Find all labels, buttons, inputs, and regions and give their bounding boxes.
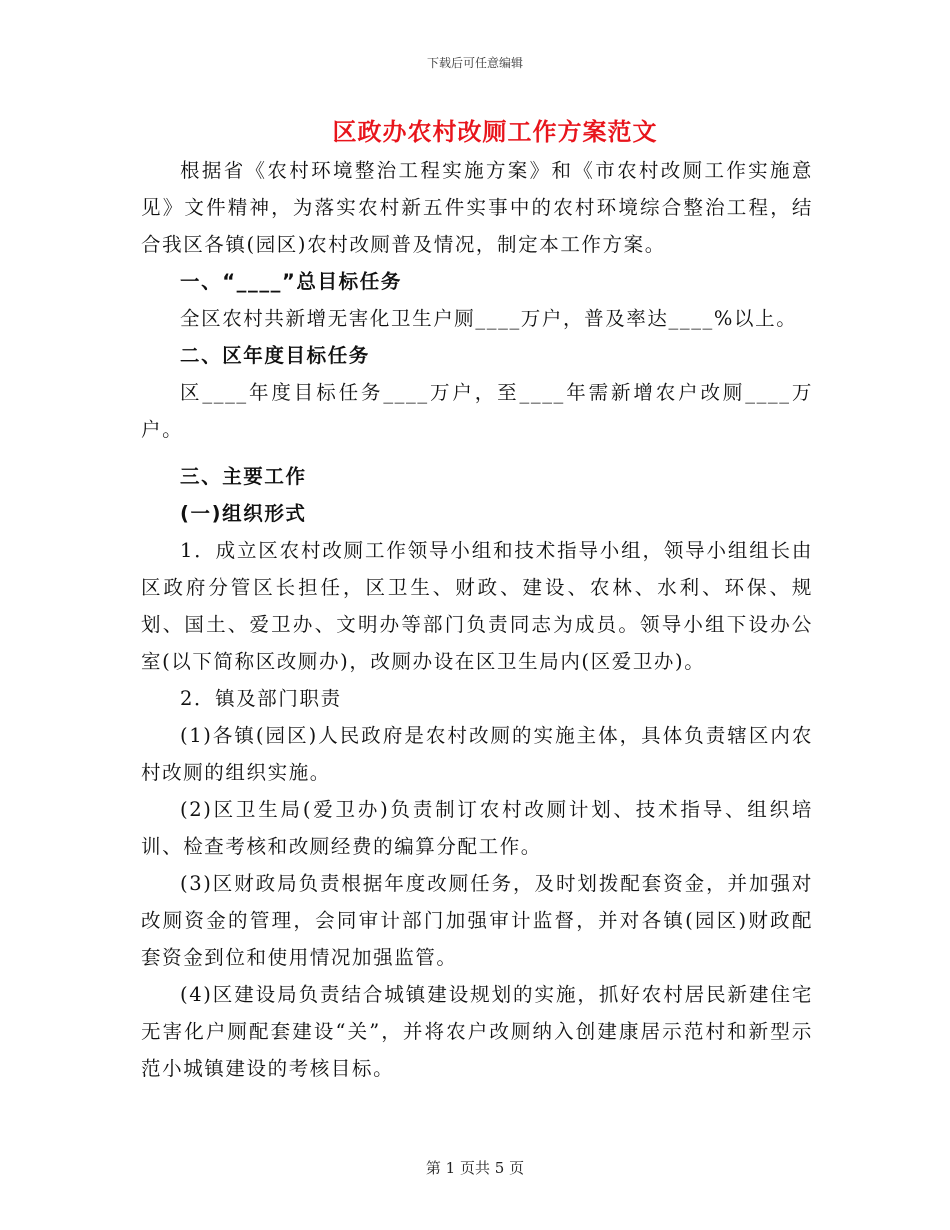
spacer (141, 448, 813, 458)
item-2-paragraph: 2．镇及部门职责 (180, 687, 342, 710)
page-header-note: 下载后可任意编辑 (426, 56, 523, 70)
page-footer-number: 第 1 页共 5 页 (425, 1159, 525, 1177)
document-body (141, 152, 813, 1087)
item-1-paragraph: 1．成立区农村改厕工作领导小组和技术指导小组，领导小组组长由区政府分管区长担任，区卫生、财政、建设、农林、水利、环保、规划、国土、爱卫办、文明办等部门负责同志为成员。领导小组下设办公室(以下简称区改厕办)，改厕办设在区卫生局内(区爱卫办)。 (141, 539, 813, 673)
duty-1-paragraph: (1)各镇(园区)人民政府是农村改厕的实施主体，具体负责辖区内农村改厕的组织实施。 (141, 724, 813, 784)
section-2-text: 区____年度目标任务____万户，至____年需新增农户改厕____万户。 (141, 381, 813, 441)
section-1-heading: 一、“____”总目标任务 (180, 270, 402, 293)
section-1-text: 全区农村共新增无害化卫生户厕____万户，普及率达____%以上。 (180, 307, 798, 330)
duty-2-paragraph: (2)区卫生局(爱卫办)负责制订农村改厕计划、技术指导、组织培训、检查考核和改厕经费的编算分配工作。 (141, 798, 813, 858)
duty-4-paragraph: (4)区建设局负责结合城镇建设规划的实施，抓好农村居民新建住宅无害化户厕配套建设“关”，并将农户改厕纳入创建康居示范村和新型示范小城镇建设的考核目标。 (141, 983, 813, 1080)
section-3-heading: 三、主要工作 (180, 465, 307, 488)
document-title: 区政办农村改厕工作方案范文 (332, 117, 658, 146)
duty-3-paragraph: (3)区财政局负责根据年度改厕任务，及时划拨配套资金，并加强对改厕资金的管理，会同审计部门加强审计监督，并对各镇(园区)财政配套资金到位和使用情况加强监管。 (141, 872, 813, 969)
intro-paragraph: 根据省《农村环境整治工程实施方案》和《市农村改厕工作实施意见》文件精神，为落实农村新五件实事中的农村环境综合整治工程，结合我区各镇(园区)农村改厕普及情况，制定本工作方案。 (141, 159, 813, 256)
section-2-heading: 二、区年度目标任务 (180, 344, 370, 367)
subsection-1-heading: (一)组织形式 (180, 502, 307, 525)
